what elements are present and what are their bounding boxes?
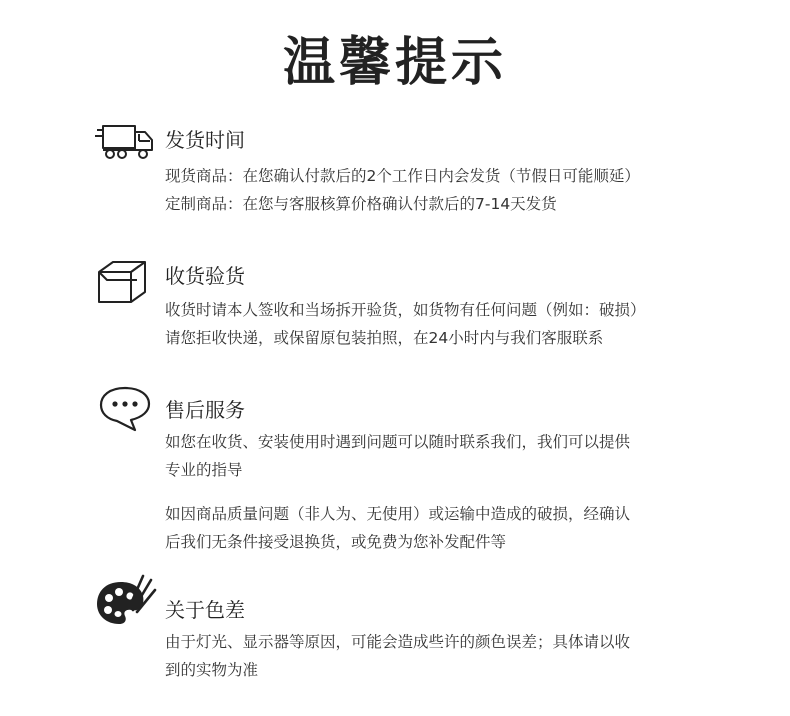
page-title: 温馨提示 (282, 33, 507, 93)
body-line: 收货时请本人签收和当场拆开验货，如货物有任何问题（例如：破损） (165, 301, 646, 319)
section-heading: 发货时间 (165, 128, 245, 152)
section-heading: 售后服务 (165, 398, 245, 422)
body-line: 现货商品：在您确认付款后的2个工作日内会发货（节假日可能顺延） (165, 167, 640, 185)
body-line: 定制商品：在您与客服核算价格确认付款后的7-14天发货 (165, 195, 557, 213)
body-line: 后我们无条件接受退换货，或免费为您补发配件等 (165, 533, 507, 551)
section-body (165, 162, 725, 218)
chat-bubble-icon (95, 384, 155, 434)
section-heading: 关于色差 (165, 598, 245, 622)
body-line: 请您拒收快递，或保留原包装拍照，在24小时内与我们客服联系 (165, 329, 604, 347)
section-body (165, 628, 725, 684)
body-line: 如您在收货、安装使用时遇到问题可以随时联系我们，我们可以提供 (165, 433, 631, 451)
body-line: 如因商品质量问题（非人为、无使用）或运输中造成的破损，经确认 (165, 505, 631, 523)
body-line: 到的实物为准 (165, 661, 259, 679)
section-body (165, 296, 725, 352)
body-line: 由于灯光、显示器等原因，可能会造成些许的颜色误差；具体请以收 (165, 633, 631, 651)
body-line: 专业的指导 (165, 461, 243, 479)
section-body (165, 428, 725, 556)
paint-palette-icon (95, 572, 155, 622)
delivery-truck-icon (95, 122, 155, 172)
section-heading: 收货验货 (165, 264, 245, 288)
paragraph-gap (165, 484, 725, 500)
package-box-icon (95, 258, 155, 308)
